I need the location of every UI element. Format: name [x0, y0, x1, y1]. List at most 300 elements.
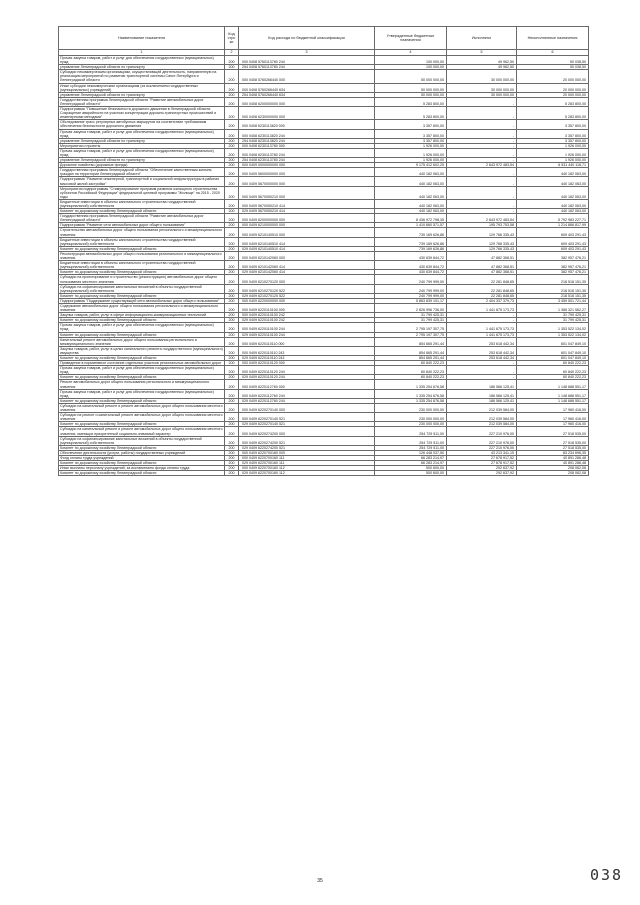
row-name: Комитет по дорожному хозяйству Ленинградской области	[59, 293, 225, 298]
row-line-code: 200	[225, 461, 239, 466]
row-approved-amount: 230 000 000,00	[375, 403, 447, 412]
row-approved-amount: 1 926 000,00	[375, 158, 447, 163]
row-approved-amount: 1 335 254 676,58	[375, 389, 447, 398]
table-row	[59, 303, 589, 312]
row-unexecuted-amount: 1 926 000,00	[517, 148, 589, 157]
row-approved-amount: 60 840 222,23	[375, 361, 447, 366]
row-name: Приведение в нормативное состояние отдельных участков региональных автомобильных дорог	[59, 361, 225, 366]
row-line-code: 200	[225, 366, 239, 375]
row-executed-amount: -	[447, 168, 517, 177]
row-name: Прочая закупка товаров, работ и услуг для обеспечения государственных (муниципальных) нужд	[59, 148, 225, 157]
row-classification-code: 000 0408 6230113820 244	[239, 129, 375, 138]
row-line-code: 200	[225, 471, 239, 476]
row-executed-amount: 22 281 848,65	[447, 284, 517, 293]
row-name: Комитет по дорожному хозяйству Ленинградской области	[59, 332, 225, 337]
row-executed-amount: 47 882 368,51	[447, 261, 517, 270]
row-classification-code: 000 0409 6220700160 112	[239, 466, 375, 471]
row-classification-code: 254 0408 6230113780 244	[239, 158, 375, 163]
row-line-code: 200	[225, 398, 239, 403]
row-approved-amount: 440 182 063,00	[375, 168, 447, 177]
row-executed-amount: 1 441 675 173,73	[447, 303, 517, 312]
row-approved-amount: 1 410 660 571,57	[375, 223, 447, 228]
row-name: Подпрограмма "Поддержание существующей сети автомобильных дорог общего пользования"	[59, 298, 225, 303]
row-approved-amount: 739 169 626,86	[375, 237, 447, 246]
row-classification-code: 029 0409 6220270140 521	[239, 422, 375, 427]
col-number: 4	[375, 50, 447, 56]
row-line-code: 200	[225, 436, 239, 445]
row-name: Мероприятия подпрограммы "Стимулирование программ развития жилищного строительства субъектов Российской Федерации" федеральной целевой программы "Жилище" на 2015 - 2020 годы	[59, 186, 225, 199]
row-name: Прочая закупка товаров, работ и услуг для обеспечения государственных (муниципальных) нужд	[59, 366, 225, 375]
row-unexecuted-amount: 60 840 222,23	[517, 366, 589, 375]
row-approved-amount: 254 729 511,00	[375, 445, 447, 450]
row-name: Прочая закупка товаров, работ и услуг для обеспечения государственных (муниципальных) нужд	[59, 129, 225, 138]
row-approved-amount: 3 357 800,00	[375, 138, 447, 143]
row-unexecuted-amount: 60 840 222,23	[517, 361, 589, 366]
row-line-code: 200	[225, 163, 239, 168]
table-row	[59, 323, 589, 332]
col-header-unexecuted: Неисполненные назначения	[517, 27, 589, 50]
row-classification-code: 000 0409 5670050210 000	[239, 186, 375, 199]
row-name: Комитет по дорожному хозяйству Ленинградской области	[59, 471, 225, 476]
row-classification-code: 000 0409 6220700160 111	[239, 455, 375, 460]
row-unexecuted-amount: 1 148 688 551,17	[517, 398, 589, 403]
row-approved-amount: 240 799 999,00	[375, 275, 447, 284]
row-unexecuted-amount: 208 062,08	[517, 466, 589, 471]
row-executed-amount: 186 566 125,41	[447, 398, 517, 403]
table-row	[59, 83, 589, 92]
row-line-code: 200	[225, 293, 239, 298]
row-unexecuted-amount: 440 182 063,00	[517, 199, 589, 208]
row-name: Субсидии на капитальный ремонт и ремонт автомобильных дорог общего пользования местного значения, имеющих приоритетный социально-значимый характер	[60, 427, 223, 436]
table-row	[59, 228, 589, 237]
row-unexecuted-amount: 382 957 476,21	[517, 270, 589, 275]
row-executed-amount: 1 441 675 173,73	[447, 332, 517, 337]
row-unexecuted-amount: 20 000 000,00	[517, 92, 589, 97]
row-unexecuted-amount: 382 957 476,21	[517, 261, 589, 270]
budget-execution-table	[58, 26, 589, 476]
row-name: управление Ленинградской области по транспорту	[59, 158, 225, 163]
row-approved-amount: 5 283 800,00	[375, 97, 447, 106]
row-name: управление Ленинградской области по транспорту	[59, 138, 225, 143]
row-unexecuted-amount: 1 385 321 562,27	[517, 303, 589, 312]
row-unexecuted-amount: 40 891 286,48	[517, 455, 589, 460]
row-line-code: 200	[225, 186, 239, 199]
row-classification-code: 000 0409 5670050210 414	[239, 199, 375, 208]
row-classification-code: 000 0409 6210142060 000	[239, 251, 375, 260]
row-name: Субсидии на проектирование и строительство (реконструкцию) автомобильных дорог общего пользования местного значения	[59, 275, 225, 284]
row-classification-code: 029 0409 6220112760 244	[239, 398, 375, 403]
row-executed-amount: 292 637,92	[447, 466, 517, 471]
col-header-classification-code: Код расхода по бюджетной классификации	[239, 27, 375, 50]
row-name: Прочая закупка товаров, работ и услуг для обеспечения государственных (муниципальных) нужд	[59, 389, 225, 398]
row-unexecuted-amount: 31 799 425,31	[517, 313, 589, 318]
row-executed-amount: 43 213 341,15	[447, 450, 517, 455]
row-name: Строительство автомобильных дорог общего пользования регионального и межмуниципального значения	[59, 228, 225, 237]
row-line-code: 200	[225, 422, 239, 427]
row-line-code: 200	[225, 380, 239, 389]
row-approved-amount: 254 729 511,00	[375, 427, 447, 436]
row-approved-amount: 50 000 000,00	[375, 83, 447, 92]
row-line-code: 200	[225, 298, 239, 303]
row-executed-amount: 2 404 337 379,73	[447, 298, 517, 303]
row-name: Обеспечение деятельности (услуги, работы) государственных учреждений	[59, 450, 225, 455]
row-unexecuted-amount: 40 891 286,48	[517, 461, 589, 466]
table-row	[59, 120, 589, 129]
row-classification-code: 000 0409 6220112760 244	[239, 389, 375, 398]
row-classification-code: 254 0408 5760266440 634	[239, 92, 375, 97]
row-classification-code: 000 0409 6220270140 521	[239, 413, 375, 422]
row-classification-code: 000 0409 6220110100 000	[239, 303, 375, 312]
row-line-code: 200	[225, 450, 239, 455]
col-number: 6	[517, 50, 589, 56]
row-classification-code: 000 0409 6220112760 000	[239, 380, 375, 389]
row-unexecuted-amount: 17 960 416,00	[517, 403, 589, 412]
col-number: 5	[447, 50, 517, 56]
row-classification-code: 000 0408 6200000000 000	[239, 97, 375, 106]
table-row	[59, 97, 589, 106]
table-header-row	[59, 27, 589, 50]
row-line-code: 200	[225, 455, 239, 460]
row-line-code: 200	[225, 158, 239, 163]
row-executed-amount: -	[447, 143, 517, 148]
row-line-code: 200	[225, 346, 239, 355]
table-row	[59, 199, 589, 208]
row-executed-amount: 253 618 442,34	[447, 356, 517, 361]
row-line-code: 200	[225, 148, 239, 157]
row-executed-amount: 30 000 000,00	[447, 70, 517, 83]
row-unexecuted-amount: 1 353 522 134,02	[517, 323, 589, 332]
row-approved-amount: 50 000 000,00	[375, 92, 447, 97]
row-name: Прочая закупка товаров, работ и услуг для обеспечения государственных (муниципальных) нужд	[59, 56, 225, 65]
row-executed-amount: 27 678 917,52	[447, 461, 517, 466]
row-name: Комитет по дорожному хозяйству Ленинградской области	[59, 375, 225, 380]
table-row	[59, 275, 589, 284]
row-approved-amount: 240 799 999,00	[375, 284, 447, 293]
table-row	[59, 346, 589, 355]
row-approved-amount: 2 826 996 736,00	[375, 303, 447, 312]
row-line-code: 200	[225, 356, 239, 361]
row-approved-amount: 100 000,00	[375, 56, 447, 65]
row-classification-code: 000 0409 6200000000 000	[239, 214, 375, 223]
row-line-code: 200	[225, 107, 239, 120]
row-executed-amount: 227 210 976,00	[447, 427, 517, 436]
row-line-code: 200	[225, 129, 239, 138]
row-line-code: 200	[225, 199, 239, 208]
row-unexecuted-amount: 5 792 983 227,71	[517, 214, 589, 223]
row-classification-code: 000 0408 6230113780 244	[239, 148, 375, 157]
row-executed-amount: 22 281 848,65	[447, 293, 517, 298]
row-classification-code: 000 0409 6220110100 242	[239, 313, 375, 318]
row-classification-code: 000 0409 6220274200 000	[239, 427, 375, 436]
table-row	[59, 284, 589, 293]
row-approved-amount: 739 169 626,86	[375, 228, 447, 237]
row-classification-code: 000 0409 6210270120 522	[239, 284, 375, 293]
row-executed-amount: -	[447, 199, 517, 208]
row-unexecuted-amount: 60 840 222,23	[517, 375, 589, 380]
row-executed-amount: 253 618 442,34	[447, 346, 517, 355]
row-executed-amount: 49 962,50	[447, 56, 517, 65]
row-name: Бюджетные инвестиции в объекты капитального строительства государственной (муниципальной) собственности	[59, 199, 225, 208]
row-unexecuted-amount: 3 357 800,00	[517, 138, 589, 143]
row-unexecuted-amount: 50 038,50	[517, 65, 589, 70]
row-approved-amount: 854 665 291,44	[375, 337, 447, 346]
row-classification-code: 029 0409 6210270120 522	[239, 293, 375, 298]
row-classification-code: 000 0409 0000000000 000	[239, 163, 375, 168]
row-name: Фонд оплаты труда учреждений	[59, 455, 225, 460]
row-classification-code: 000 0409 6210140510 000	[239, 228, 375, 237]
row-executed-amount: -	[447, 366, 517, 375]
row-classification-code: 000 0408 6230000000 000	[239, 107, 375, 120]
row-name: Комитет по дорожному хозяйству Ленинградской области	[59, 209, 225, 214]
row-executed-amount: 47 882 368,51	[447, 251, 517, 260]
row-line-code: 200	[225, 83, 239, 92]
row-name: Государственная программа Ленинградской области "Развитие автомобильных дорог Ленинградской области"	[59, 97, 225, 106]
row-classification-code: 000 0409 6220270140 000	[239, 403, 375, 412]
row-classification-code: 000 0408 6230113820 000	[239, 120, 375, 129]
row-classification-code: 000 0409 6220110110 243	[239, 346, 375, 355]
row-unexecuted-amount: 27 518 535,00	[517, 427, 589, 436]
row-classification-code: 000 0409 6220110120 244	[239, 366, 375, 375]
row-approved-amount: 2 795 197 307,75	[375, 332, 447, 337]
row-name: Закупка товаров, работ, услуг в сфере информационно-коммуникационных технологий	[59, 313, 225, 318]
row-name: Подпрограмма "Повышение безопасности дорожного движения в Ленинградской области. Сокращение аварийности на участках концентрации дорожно-транспортных происшествий и инженерными методами"	[59, 107, 225, 120]
row-executed-amount: 49 962,50	[447, 65, 517, 70]
row-unexecuted-amount: 1 926 000,00	[517, 143, 589, 148]
row-name: Комитет по дорожному хозяйству Ленинградской области	[59, 461, 225, 466]
row-line-code: 200	[225, 228, 239, 237]
row-approved-amount: 31 799 425,31	[375, 313, 447, 318]
table-row	[59, 380, 589, 389]
row-unexecuted-amount: 609 403 291,43	[517, 246, 589, 251]
row-executed-amount: 212 039 584,00	[447, 403, 517, 412]
row-approved-amount: 254 729 511,00	[375, 436, 447, 445]
table-row	[59, 177, 589, 186]
row-executed-amount: -	[447, 148, 517, 157]
row-name: Реконструкция автомобильных дорог общего пользования регионального и межмуниципального значения	[59, 251, 225, 260]
row-approved-amount: 66 283 214,97	[375, 461, 447, 466]
row-name: Подпрограмма "Развитие инженерной, транспортной и социальной инфраструктуры в районах массовой жилой застройки"	[59, 177, 225, 186]
row-name: Иные выплаты персоналу учреждений, за исключением фонда оплаты труда	[59, 466, 225, 471]
row-approved-amount: 60 840 222,23	[375, 375, 447, 380]
row-executed-amount: 30 000 000,00	[447, 92, 517, 97]
row-executed-amount: 212 039 584,00	[447, 413, 517, 422]
row-line-code: 200	[225, 168, 239, 177]
row-line-code: 200	[225, 403, 239, 412]
row-executed-amount: -	[447, 138, 517, 143]
row-executed-amount: 227 210 976,00	[447, 445, 517, 450]
row-executed-amount: 129 766 335,43	[447, 246, 517, 251]
row-line-code: 200	[225, 427, 239, 436]
row-approved-amount: 854 665 291,44	[375, 346, 447, 355]
row-name: Обследование трасс регулярных автобусных маршрутов на соответствие требованиям обеспечения безопасности дорожного движения	[59, 120, 225, 129]
row-unexecuted-amount: 609 403 291,43	[517, 228, 589, 237]
row-unexecuted-amount: 609 403 291,43	[517, 237, 589, 246]
row-line-code: 200	[225, 143, 239, 148]
row-approved-amount: 2 795 197 307,75	[375, 323, 447, 332]
row-approved-amount: 440 182 063,00	[375, 199, 447, 208]
row-line-code: 200	[225, 261, 239, 270]
row-executed-amount: -	[447, 186, 517, 199]
row-unexecuted-amount: 1 148 688 551,17	[517, 389, 589, 398]
row-approved-amount: 440 182 063,00	[375, 209, 447, 214]
row-classification-code: 000 0409 6220000000 000	[239, 298, 375, 303]
row-executed-amount: 129 766 335,43	[447, 237, 517, 246]
row-line-code: 200	[225, 214, 239, 223]
row-unexecuted-amount: 1 926 000,00	[517, 158, 589, 163]
row-approved-amount: 440 182 063,00	[375, 186, 447, 199]
row-name: Бюджетные инвестиции в объекты капитального строительства государственной (муниципальной) собственности	[59, 261, 225, 270]
row-executed-amount: 195 793 753,58	[447, 223, 517, 228]
row-approved-amount: 230 000 000,00	[375, 413, 447, 422]
row-approved-amount: 739 169 626,86	[375, 246, 447, 251]
row-line-code: 200	[225, 389, 239, 398]
table-row	[59, 186, 589, 199]
row-executed-amount: 186 566 125,41	[447, 380, 517, 389]
row-approved-amount: 1 926 000,00	[375, 143, 447, 148]
row-unexecuted-amount: 3 459 501 721,44	[517, 298, 589, 303]
row-approved-amount: 66 283 214,97	[375, 455, 447, 460]
row-classification-code: 029 0409 6220700160 111	[239, 461, 375, 466]
row-line-code: 200	[225, 56, 239, 65]
row-approved-amount: 5 863 839 101,17	[375, 298, 447, 303]
row-unexecuted-amount: 3 357 800,00	[517, 129, 589, 138]
row-classification-code: 000 0408 5760266440 634	[239, 83, 375, 92]
row-name: Субсидии на софинансирование капитальных вложений в объекты государственной (муниципальной) собственности	[59, 436, 225, 445]
row-unexecuted-amount: 17 960 416,00	[517, 422, 589, 427]
row-unexecuted-amount: 208 062,08	[517, 471, 589, 476]
row-approved-amount: 9 175 412 602,25	[375, 163, 447, 168]
table-row	[59, 148, 589, 157]
row-approved-amount: 126 448 037,50	[375, 450, 447, 455]
table-row	[59, 436, 589, 445]
row-unexecuted-amount: 440 182 063,00	[517, 177, 589, 186]
row-executed-amount: 292 637,92	[447, 471, 517, 476]
row-approved-amount: 3 357 800,00	[375, 129, 447, 138]
row-unexecuted-amount: 218 518 151,35	[517, 275, 589, 284]
row-executed-amount: 253 618 442,34	[447, 337, 517, 346]
row-line-code: 200	[225, 177, 239, 186]
row-unexecuted-amount: 601 047 849,10	[517, 346, 589, 355]
row-classification-code: 029 0409 6220700160 112	[239, 471, 375, 476]
row-unexecuted-amount: 1 214 866 817,99	[517, 223, 589, 228]
row-line-code: 200	[225, 375, 239, 380]
table-row	[59, 129, 589, 138]
row-unexecuted-amount: 5 283 800,00	[517, 107, 589, 120]
row-unexecuted-amount: 50 038,50	[517, 56, 589, 65]
row-unexecuted-amount: 31 799 425,31	[517, 318, 589, 323]
row-classification-code: 029 0409 5670050210 414	[239, 209, 375, 214]
row-classification-code: 000 0409 5670000000 000	[239, 177, 375, 186]
table-row	[59, 337, 589, 346]
row-unexecuted-amount: 3 357 800,00	[517, 120, 589, 129]
row-unexecuted-amount: 382 957 476,21	[517, 251, 589, 260]
row-classification-code: 000 0409 6210142060 414	[239, 261, 375, 270]
row-line-code: 200	[225, 318, 239, 323]
row-name: Субсидии на капитальный ремонт и ремонт автомобильных дорог общего пользования местного значения	[60, 403, 223, 413]
row-approved-amount: 60 840 222,23	[375, 366, 447, 375]
row-name: Содержание автомобильных дорог общего пользования регионального и межмуниципального значения	[59, 303, 225, 312]
row-executed-amount: 47 882 368,51	[447, 270, 517, 275]
row-name: Иные субсидии некоммерческим организациям (за исключением государственных (муниципальных) учреждений)	[59, 83, 225, 92]
row-unexecuted-amount: 218 518 151,35	[517, 293, 589, 298]
row-line-code: 200	[225, 246, 239, 251]
table-row	[59, 403, 589, 412]
row-classification-code: 000 0409 6220700160 000	[239, 450, 375, 455]
row-classification-code: 000 0409 5600000000 000	[239, 168, 375, 177]
row-classification-code: 029 0409 6220110100 242	[239, 318, 375, 323]
row-line-code: 200	[225, 284, 239, 293]
table-row	[59, 214, 589, 223]
row-classification-code: 000 0409 6220110110 000	[239, 337, 375, 346]
row-name: Комитет по дорожному хозяйству Ленинградской области	[59, 356, 225, 361]
table-row	[59, 251, 589, 260]
row-unexecuted-amount: 601 047 849,10	[517, 337, 589, 346]
row-line-code: 200	[225, 303, 239, 312]
row-classification-code: 029 0409 6220110100 244	[239, 332, 375, 337]
row-line-code: 200	[225, 337, 239, 346]
row-name: Комитет по дорожному хозяйству Ленинградской области	[59, 422, 225, 427]
row-executed-amount: -	[447, 209, 517, 214]
row-unexecuted-amount: 440 182 063,00	[517, 186, 589, 199]
row-unexecuted-amount: 6 531 440 118,71	[517, 163, 589, 168]
row-unexecuted-amount: 440 182 063,00	[517, 168, 589, 177]
row-unexecuted-amount: 27 518 535,00	[517, 445, 589, 450]
row-line-code: 200	[225, 237, 239, 246]
row-unexecuted-amount: 83 234 696,35	[517, 450, 589, 455]
row-approved-amount: 440 182 063,00	[375, 177, 447, 186]
row-executed-amount: 2 643 972 483,54	[447, 163, 517, 168]
row-line-code: 200	[225, 223, 239, 228]
row-name: Бюджетные инвестиции в объекты капитального строительства государственной (муниципальной) собственности	[59, 237, 225, 246]
row-executed-amount: 186 566 125,41	[447, 389, 517, 398]
row-name: Государственная программа Ленинградской области "Обеспечение качественным жильем граждан на территории Ленинградской области"	[59, 168, 225, 177]
row-executed-amount: 30 000 000,00	[447, 83, 517, 92]
table-row	[59, 427, 589, 436]
row-classification-code: 000 0409 6210000000 000	[239, 223, 375, 228]
row-name: Комитет по дорожному хозяйству Ленинградской области	[59, 318, 225, 323]
table-row	[59, 389, 589, 398]
row-approved-amount: 5 283 800,00	[375, 107, 447, 120]
row-executed-amount: -	[447, 318, 517, 323]
row-name: Подпрограмма "Развитие сети автомобильных дорог общего пользования"	[59, 223, 225, 228]
col-header-executed: Исполнено	[447, 27, 517, 50]
row-name: Мероприятия и проекты	[59, 143, 225, 148]
table-row	[59, 107, 589, 120]
row-executed-amount: -	[447, 107, 517, 120]
row-name: управление Ленинградской области по транспорту	[59, 65, 225, 70]
row-name: Государственная программа Ленинградской области "Развитие автомобильных дорог Ленинградской области"	[59, 214, 225, 223]
table-body	[59, 56, 589, 476]
row-unexecuted-amount: 20 000 000,00	[517, 83, 589, 92]
page-number: 35	[317, 878, 323, 884]
row-name: Комитет по дорожному хозяйству Ленинградской области	[59, 246, 225, 251]
row-line-code: 200	[225, 323, 239, 332]
col-number: 2	[225, 50, 239, 56]
row-line-code: 200	[225, 313, 239, 318]
row-executed-amount: -	[447, 375, 517, 380]
table-row	[59, 366, 589, 375]
row-classification-code: 254 0408 5760113780 244	[239, 65, 375, 70]
row-name: Субсидии некоммерческим организациям, осуществляющей деятельность, направленную на реализацию мероприятий по развитию транспортной системы Санкт-Петербурга и Ленинградской области	[59, 70, 225, 83]
row-classification-code: 000 0409 6220274200 521	[239, 436, 375, 445]
row-classification-code: 000 0408 5760266440 000	[239, 70, 375, 83]
row-executed-amount: -	[447, 158, 517, 163]
row-line-code: 200	[225, 138, 239, 143]
row-unexecuted-amount: 5 283 800,00	[517, 97, 589, 106]
row-unexecuted-amount: 1 148 688 551,17	[517, 380, 589, 389]
row-classification-code: 000 0408 6230113780 000	[239, 143, 375, 148]
row-executed-amount: -	[447, 97, 517, 106]
